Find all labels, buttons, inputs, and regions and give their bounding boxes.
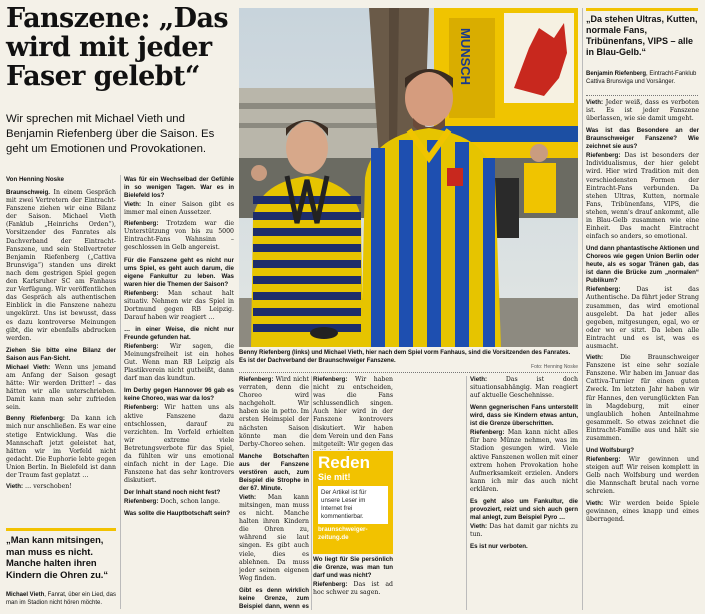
speaker: Vieth: [586,354,604,362]
speaker: Riefenberg: [470,429,505,437]
comment-box-subtitle: Sie mit! [318,472,351,482]
answer: Die Braunschweiger Fanszene ist eine sehr soziale Fanszene. Wir haben im Januar das Cattiva-Turnier für einen guten Zweck. Im letzten Jahr haben wir für Hannes, den verunglückten Fan in Magdeburg, mit einer unglaublich hohen Anteilnahme gesammelt. So etwas zeichnet die Eintracht-Familie aus und hält sie zusammen. [586,354,699,442]
answer: Man kann mitsingen, man muss es nicht. Manche halten ihren Kindern die Ohren zu, während sie laut singen. Es gibt auch viele, dies es ablehnen. Da muss jeder seinen eigenen Weg finden. [239,493,309,582]
speaker: Benny Riefenberg: [6,415,65,423]
club-crest-icon [447,168,463,186]
question: … in einer Weise, die nicht nur Freunde gefunden hat. [124,325,234,341]
question: Und dann phantastische Aktionen und Choreos wie gegen Union Berlin oder heute, als es sogar Tränen gab, das ist dann die Brücke zum „normalen“ Publikum? [586,245,699,285]
answer: Wir haben nicht zu entscheiden, was die Fans schlussendlich singen. Auch hier wird in der Fanszene kontrovers diskutiert. Wir haben dem Verein und den Fans mitgeteilt: Wir gegen das [313,376,393,448]
photo-illustration [239,8,578,347]
answer: Man kann nicht alles für bare Münze nehmen, was im Stadion gesungen wird. Viele aktive Fanszenen wollen mit einer extrem hohen Provokation hohe Aufmerksamkeit erzielen. Anders kann ich mir das auch nicht erklären. [470,429,578,493]
question: Manche Botschaften aus der Fanszene verstören auch, zum Beispiel die Strophe in der 67. Minute. [239,452,309,492]
speaker: Riefenberg: [124,498,159,506]
question: Der Inhalt stand noch nicht fest? [124,489,221,497]
speaker: Vieth: [239,493,257,501]
speaker: Riefenberg: [313,581,348,588]
question: Was ist das Besondere an der Braunschweiger Fanszene? Wie zeichnet sie aus? [586,127,699,151]
question: Ziehen Sie bitte eine Bilanz der Saison aus Fan-Sicht. [6,346,116,362]
question: Gibt es denn wirklich keine Grenze, zum Beispiel dann, wenn es [239,586,309,610]
answer: Da kann ich mich nur anschließen. Es war eine stetige Entwicklung. Was die Mannschaft jetzt geleistet hat, hätten wir im Vorfeld nicht gedacht. Die Euphorie lebte gegen Union Berlin. In Bielefeld ist dann der Traum fast geplatzt … [6,415,116,479]
answer: Das hat damit gar nichts zu tun. [470,523,578,539]
column-rule [120,175,121,609]
speaker: Riefenberg: [586,286,621,294]
answer: Das ist besonders der Individualismus, der hier gelebt wird. Hier wird Tradition mit den verschiedensten Formen der Eintracht-Fans verbunden. Da stehen Ultras, Kutten, normale Fans, Tribünenfans, VIPS, die stehen, wenn's drauf ankommt, alle in Blau-Gelb zusammen wie eine Einheit. Das macht Eintracht einfach so anders, so emotional. [586,152,699,241]
speaker: Riefenberg: [313,376,348,383]
question: Wenn gegnerischen Fans unterstellt wird, dass sie Kindern etwas antun, ist die Grenze überschritten. [470,404,578,428]
banner-text: MUNSCH [458,28,473,86]
answer: Das ist doch situationsabhängig. Man reagiert auf aktuelle Geschehnisse. [470,376,578,400]
column-4-continued [397,376,477,610]
comment-box-body: Der Artikel ist für unsere Leser im Internet frei kommentierbar. [318,486,388,524]
quote-bar [586,8,698,11]
pull-quote-bottom: „Man kann mitsingen, man muss es nicht. Manche halten ihren Kindern die Ohren zu.“ [6,534,109,580]
answer: Trotzdem war die Unterstützung von bis zu 5000 Eintracht-Fans Wahnsinn – geschlossen in Gelb angereist. [124,220,234,252]
speaker: Vieth: [470,376,488,383]
speaker: Vieth: [586,99,604,106]
dateline: Braunschweig. [6,189,51,196]
speaker: Riefenberg: [586,456,621,464]
answer: Das ist ad hoc schwer zu sagen. [313,581,393,597]
speaker: Michael Vieth: [6,363,51,371]
answer: Wird nicht verraten, denn die Choreo wird nachgeholt. Wir haben sie in petto. Im ersten Heimspiel der nächsten Saison könnte man die Derby-Choreo sehen. [239,376,309,448]
column-rule [582,8,583,610]
column-rule [311,376,312,610]
answer: Doch, schon lange. [158,498,220,506]
question: Was für ein Wechselbad der Gefühle in so wenigen Tagen. War es in Bielefeld los? [124,176,234,199]
answer: Wir hatten uns als aktive Fanszene dazu entschlossen, darauf zu verzichten. Im Vorfeld erhielten wir extreme viele Betretungsverbote für das Spiel, da fühlten wir uns emotional einfach nicht in der Lage. Die Fanszene hat das sehr kontrovers diskutiert. [124,404,234,485]
author-line: Von Henning Noske [6,176,64,183]
speaker: Vieth: [124,201,142,208]
answer: Wir gewinnen und steigen auf! Wir reisen komplett in Gelb nach Wolfsburg und werden die Mannschaft brutal nach vorne schreien. [586,456,699,496]
answer: Wenn uns jemand am Anfang der Saison gesagt hätte: Wir werden Dritter! – das hätten wir alle unterschrieben. Damit kann man sehr zufrieden sein. [6,363,116,412]
speaker: Riefenberg: [124,342,159,350]
speaker: Riefenberg: [239,376,274,383]
speaker: Riefenberg: [124,220,159,228]
comment-box-title: Reden [318,453,370,472]
question: Wo liegt für Sie persönlich die Grenze, was man tun darf und was nicht? [313,556,393,579]
column-2 [124,176,234,610]
speaker: Riefenberg: [586,152,621,160]
quote-bar [6,528,116,531]
column-4-bottom [313,556,393,610]
column-4-top [313,376,393,450]
quote-attribution: Michael Vieth, Fanrat, über ein Lied, das man im Stadion nicht hören möchte. [6,592,116,606]
caption-divider [239,372,578,373]
lead-paragraph: In einem Gespräch mit zwei Vertretern der Eintracht-Fanszene ziehen wir eine Bilanz der Saison. Michael Vieth (Fanklub „Heinrichs Orden“), Vorsitzender des Fanrates als Dachverband der Eintracht-Fanszene, und sein Stellvertreter Benjamin Riefenberg („Cattiva Brunsviga“) standen uns direkt nach dem gestrigen Spiel gegen den Karlsruher SC am Fanhaus zur Verfügung. Wir veröffentlichen das Gespräch als authentischen Einblick in die Fanszene nahezu ungekürzt. Uns ist bewusst, dass es dazu kontroverse Meinungen gibt, die wir ebenfalls abdrucken werden. [6,189,116,342]
speaker: Vieth: [586,499,604,507]
comment-box [313,451,393,554]
column-1 [6,189,116,527]
pull-quote-top: „Da stehen Ultras, Kutten, normale Fans, Tribünenfans, VIPS – alle in Blau-Gelb.“ [586,14,698,57]
headline: Fanszene: „Das wird mit jeder Faser gelebt“ [6,3,228,92]
question: Und Wolfsburg? [586,447,635,455]
answer: Wir werden beide Spiele gewinnen, eines knapp und eines überragend. [586,499,699,523]
question: Es ist nur verboten. [470,543,528,551]
answer: In einer Saison gibt es immer mal einen Aussetzer. [124,201,234,217]
answer: Man schaut halt situativ. Nehmen wir das Spiel in Dortmund gegen RB Leipzig. Darauf haben wir reagiert … [124,289,234,321]
comment-box-link[interactable]: braunschweiger-zeitung.de [318,526,368,541]
speaker: Riefenberg: [124,289,159,297]
question: Es geht also um Fankultur, die provoziert, reizt und sich auch gern mal anlegt, zum Beispiel Pyro … [470,498,578,522]
column-3 [239,376,309,610]
photo-caption: Benny Riefenberg (links) und Michael Vieth, hier nach dem Spiel vorm Fanhaus, sind die Vorsitzenden des Fanrates. Es ist der Dachverband der Braunschweiger Fanszene. [239,350,571,364]
quote-attribution: Benjamin Riefenberg, Eintracht-Fanklub Cattiva Brunsviga und Vorsänger. [586,71,697,85]
question: Für die Fanszene geht es nicht nur ums Spiel, es geht auch darum, die eigene Fankultur zu leben. Was waren hier die Themen der Saison? [124,256,234,288]
speaker: Vieth: [6,483,24,491]
intro-text: Wir sprechen mit Michael Vieth und Benjamin Riefenberg über die Saison. Es geht um Emotionen und Provokationen. [6,113,215,155]
answer: Wir sagen, die Meinungsfreiheit ist ein hohes Gut. Wenn man RB Leipzig als Plastikverein nicht gutheißt, dann darf man das kundtun. [124,342,234,383]
fan-photo [239,8,578,347]
answer: … verschoben! [23,483,72,491]
speaker: Vieth: [470,523,488,531]
photo-credit: Foto: Henning Noske [531,364,578,370]
column-rule [466,376,467,610]
quote-divider [586,95,698,96]
answer: Jeder weiß, dass es verboten ist. Es ist jeder Fanszene überlassen, wie sie damit umgeht. [586,99,699,123]
column-5 [470,376,578,610]
speaker: Riefenberg: [124,404,159,412]
question: Im Derby gegen Hannover 96 gab es keine Choreo, was war da los? [124,387,234,403]
question: Was sollte die Hauptbotschaft sein? [124,510,231,518]
answer: Das ist das Authentische. Da führt jeder Strang zusammen, das wird emotional ausgelebt. Da hat jeder alles gegeben, mitgesungen, egal, wo er oder wo er sitzt. Da leben alle Eintracht und es ist, was es ausmacht. [586,286,699,350]
column-6 [586,99,699,610]
